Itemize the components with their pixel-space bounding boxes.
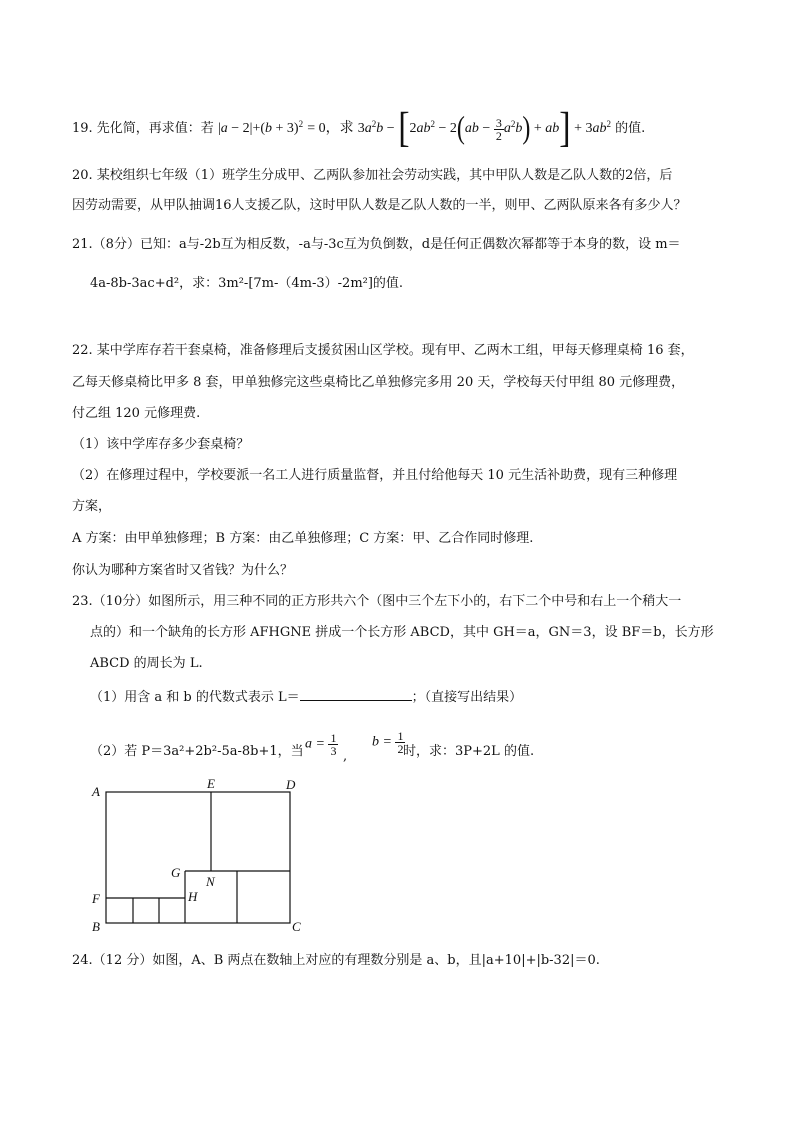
a-value [305, 732, 338, 757]
q22-sub-2-line-1: （2）在修理过程中，学校要派一名工人进行质量监督，并且付给他每天 10 元生活补助费，现有三种修理 [72, 468, 678, 483]
q23-sub-1-suffix: ；（直接写出结果） [411, 690, 523, 705]
label-E: E [207, 776, 215, 791]
label-B: B [92, 919, 100, 934]
q19-condition-tail: = 0，求 [307, 121, 354, 137]
q19-prefix: 19. 先化简，再求值：若 [72, 121, 214, 137]
label-F: F [92, 891, 100, 906]
comma: , [343, 749, 348, 764]
q22-line-1: 22. 某中学库存若干套桌椅，准备修理后支援贫困山区学校。现有甲、乙两木工组，甲每天修理桌椅 16 套， [72, 343, 694, 358]
label-N: N [206, 874, 215, 889]
q21-line-1: 21.（8分）已知：a与-2b互为相反数，-a与-3c互为负倒数，d是任何正偶数次幂都等于本身的数，设 m＝ [72, 237, 681, 252]
q20-line-1: 20. 某校组织七年级（1）班学生分成甲、乙两队参加社会劳动实践，其中甲队人数是乙队人数的2倍，后 [72, 168, 673, 183]
q22-sub-2-line-2: 方案， [72, 499, 112, 514]
q22-line-3: 付乙组 120 元修理费. [72, 406, 201, 421]
b-value [372, 730, 405, 755]
label-A: A [92, 784, 100, 799]
q21-line-2: 4a-8b-3ac+d²，求：3m²-[7m-（4m-3）-2m²]的值. [90, 276, 404, 291]
rectangle-figure [86, 776, 306, 936]
b-label: b = [372, 734, 392, 750]
rect-abcd [106, 792, 290, 923]
a-label: a = [305, 736, 325, 752]
q23-line-3: ABCD 的周长为 L. [90, 656, 203, 671]
label-G: G [171, 865, 181, 880]
a-num: 1 [330, 731, 337, 745]
label-D: D [286, 777, 296, 792]
q23-line-1: 23.（10分）如图所示，用三种不同的正方形共六个（图中三个左下小的，右下二个中号和右上一个稍大一 [72, 594, 682, 609]
q22-question: 你认为哪种方案省时又省钱？为什么？ [72, 563, 294, 578]
a-den: 3 [330, 744, 337, 758]
q19-expression: $3a^2b - [2ab^2 - 2(ab$ − $\frac{3}{2}$ $a^2b) + ab] + 3ab^2$ [357, 105, 611, 152]
label-C: C [292, 919, 301, 934]
question-19 [72, 105, 646, 152]
q20-line-2: 因劳动需要，从甲队抽调16人支援乙队，这时甲队人数是乙队人数的一半，则甲、乙两队原来各有多少人？ [72, 198, 687, 213]
q19-suffix: 的值. [615, 121, 646, 137]
q22-plans: A 方案：由甲单独修理；B 方案：由乙单独修理；C 方案：甲、乙合作同时修理. [72, 531, 534, 546]
q23-sub-2-prefix: （2）若 P＝3a²+2b²-5a-8b+1，当 [90, 744, 304, 759]
q23-sub-1-prefix: （1）用含 a 和 b 的代数式表示 L＝ [90, 690, 300, 705]
q23-sub-1 [90, 686, 522, 707]
label-H: H [188, 889, 198, 904]
b-den: 2 [397, 742, 404, 756]
q22-line-2: 乙每天修桌椅比甲多 8 套，甲单独修完这些桌椅比乙单独修完多用 20 天，学校每天付甲组 80 元修理费， [72, 375, 685, 390]
q22-sub-1: （1）该中学库存多少套桌椅？ [72, 437, 250, 452]
b-num: 1 [397, 729, 404, 743]
answer-blank[interactable] [300, 686, 412, 701]
q19-condition: $|a - 2|+(b + 3)^2$ [217, 119, 304, 137]
q23-line-2: 点的）和一个缺角的长方形 AFHGNE 拼成一个长方形 ABCD，其中 GH＝a，GN＝3，设 BF＝b，长方形 [90, 625, 714, 640]
q24-line-1: 24.（12 分）如图，A、B 两点在数轴上对应的有理数分别是 a、b，且|a+10|+|b-32|＝0. [72, 953, 600, 968]
q23-sub-2-suffix: 时，求：3P+2L 的值. [403, 744, 535, 759]
